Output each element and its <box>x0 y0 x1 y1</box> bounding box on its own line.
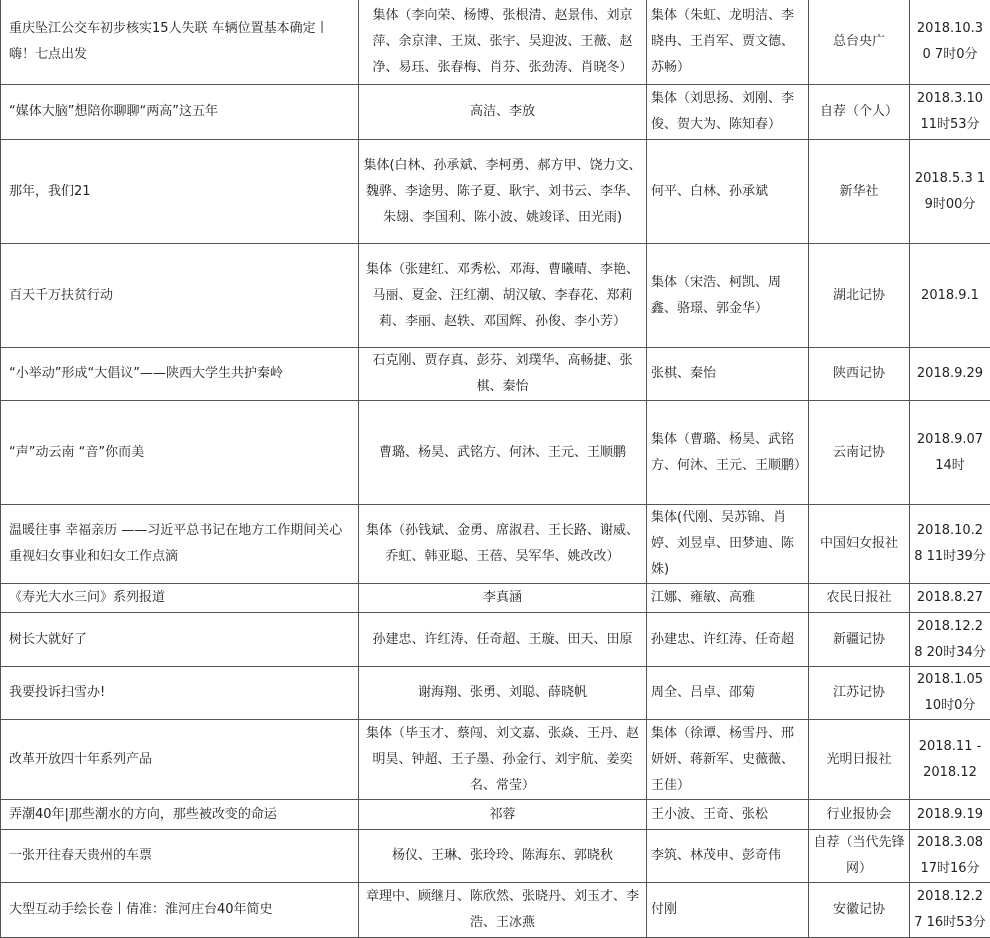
editors-cell: 周全、吕卓、邵菊 <box>647 667 809 720</box>
publish-time-cell: 2018.10.30 7时0分 <box>910 0 990 85</box>
authors-cell: 集体（张建红、邓秀松、邓海、曹曦晴、李艳、马丽、夏金、汪红潮、胡汉敏、李春花、郑莉莉、李丽、赵轶、邓国辉、孙俊、李小芳） <box>359 244 647 348</box>
table-row <box>1 883 990 938</box>
work-title-cell: 那年，我们21 <box>1 140 359 244</box>
editors-cell: 李筑、林茂申、彭奇伟 <box>647 830 809 883</box>
unit-cell: 自荐（个人） <box>809 85 910 140</box>
work-title-cell: 大型互动手绘长卷丨倩准：淮河庄台40年简史 <box>1 883 359 938</box>
publish-time-cell: 2018.11 - 2018.12 <box>910 720 990 800</box>
publish-time-cell: 2018.9.1 <box>910 244 990 348</box>
work-title-cell: 改革开放四十年系列产品 <box>1 720 359 800</box>
editors-cell: 孙建忠、许红涛、任奇超 <box>647 613 809 667</box>
table-row <box>1 348 990 401</box>
editors-cell: 集体（朱虹、龙明洁、李晓冉、王肖军、贾文德、苏畅） <box>647 0 809 85</box>
publish-time-cell: 2018.3.10 11时53分 <box>910 85 990 140</box>
work-title-cell: 重庆坠江公交车初步核实15人失联 车辆位置基本确定丨嗨！七点出发 <box>1 0 359 85</box>
unit-cell: 光明日报社 <box>809 720 910 800</box>
editors-cell: 集体(代刚、吴苏锦、肖婷、刘昱卓、田梦迪、陈姝) <box>647 505 809 584</box>
unit-cell: 农民日报社 <box>809 584 910 613</box>
unit-cell: 陕西记协 <box>809 348 910 401</box>
table-row <box>1 830 990 883</box>
publish-time-cell: 2018.5.3 19时00分 <box>910 140 990 244</box>
authors-cell: 杨仪、王琳、张玲玲、陈海东、郭晓秋 <box>359 830 647 883</box>
editors-cell: 集体（刘思扬、刘刚、李俊、贺大为、陈知春） <box>647 85 809 140</box>
authors-cell: 谢海翔、张勇、刘聪、薛晓帆 <box>359 667 647 720</box>
work-title-cell: 《寿光大水三问》系列报道 <box>1 584 359 613</box>
work-title-cell: 我要投诉扫雪办! <box>1 667 359 720</box>
publish-time-cell: 2018.8.27 <box>910 584 990 613</box>
work-title-cell: “媒体大脑”想陪你聊聊“两高”这五年 <box>1 85 359 140</box>
work-title-cell: 弄潮40年|那些潮水的方向，那些被改变的命运 <box>1 800 359 830</box>
unit-cell: 行业报协会 <box>809 800 910 830</box>
authors-cell: 高洁、李放 <box>359 85 647 140</box>
table-row <box>1 584 990 613</box>
unit-cell: 自荐（当代先锋网） <box>809 830 910 883</box>
unit-cell: 江苏记协 <box>809 667 910 720</box>
publish-time-cell: 2018.12.27 16时53分 <box>910 883 990 938</box>
table-row <box>1 140 990 244</box>
unit-cell: 云南记协 <box>809 401 910 505</box>
unit-cell: 湖北记协 <box>809 244 910 348</box>
editors-cell: 集体（宋浩、柯凯、周鑫、骆璟、郭金华） <box>647 244 809 348</box>
unit-cell: 中国妇女报社 <box>809 505 910 584</box>
table-row <box>1 667 990 720</box>
table-row <box>1 720 990 800</box>
authors-cell: 集体(白林、孙承斌、李柯勇、郝方甲、饶力文、魏骅、李途男、陈子夏、耿宇、刘书云、李华、朱翃、李国利、陈小波、姚竣译、田光雨) <box>359 140 647 244</box>
authors-cell: 集体（孙钱斌、金勇、席淑君、王长路、谢威、乔虹、韩亚聪、王蓓、吴军华、姚改改） <box>359 505 647 584</box>
table-row <box>1 244 990 348</box>
table-row <box>1 0 990 85</box>
authors-cell: 曹璐、杨昊、武铭方、何沐、王元、王顺鹏 <box>359 401 647 505</box>
unit-cell: 总台央广 <box>809 0 910 85</box>
editors-cell: 王小波、王奇、张松 <box>647 800 809 830</box>
unit-cell: 新疆记协 <box>809 613 910 667</box>
work-title-cell: “小举动”形成“大倡议”——陕西大学生共护秦岭 <box>1 348 359 401</box>
table-row <box>1 85 990 140</box>
unit-cell: 新华社 <box>809 140 910 244</box>
work-title-cell: “声”动云南 “音”你而美 <box>1 401 359 505</box>
table-body <box>1 0 990 938</box>
publish-time-cell: 2018.10.28 11时39分 <box>910 505 990 584</box>
authors-cell: 章理中、顾继月、陈欣然、张晓丹、刘玉才、李浩、王冰燕 <box>359 883 647 938</box>
authors-cell: 祁蓉 <box>359 800 647 830</box>
authors-cell: 集体（毕玉才、蔡闯、刘文嘉、张焱、王丹、赵明昊、钟超、王子墨、孙金行、刘宇航、姜奕名、常莹） <box>359 720 647 800</box>
work-title-cell: 百天千万扶贫行动 <box>1 244 359 348</box>
authors-cell: 孙建忠、许红涛、任奇超、王璇、田天、田原 <box>359 613 647 667</box>
editors-cell: 付刚 <box>647 883 809 938</box>
authors-cell: 石克刚、贾存真、彭芬、刘璞华、高畅捷、张棋、秦怡 <box>359 348 647 401</box>
work-title-cell: 一张开往春天贵州的车票 <box>1 830 359 883</box>
work-title-cell: 温暖往事 幸福亲历 ——习近平总书记在地方工作期间关心重视妇女事业和妇女工作点滴 <box>1 505 359 584</box>
table-row <box>1 800 990 830</box>
table-row <box>1 401 990 505</box>
authors-cell: 李真涵 <box>359 584 647 613</box>
publish-time-cell: 2018.12.28 20时34分 <box>910 613 990 667</box>
work-title-cell: 树长大就好了 <box>1 613 359 667</box>
table-row <box>1 613 990 667</box>
unit-cell: 安徽记协 <box>809 883 910 938</box>
editors-cell: 江娜、雍敏、高雅 <box>647 584 809 613</box>
publish-time-cell: 2018.9.19 <box>910 800 990 830</box>
publish-time-cell: 2018.9.07 14时 <box>910 401 990 505</box>
publish-time-cell: 2018.1.05 10时0分 <box>910 667 990 720</box>
editors-cell: 张棋、秦怡 <box>647 348 809 401</box>
table-row <box>1 505 990 584</box>
editors-cell: 集体（徐谭、杨雪丹、邢妍妍、蒋新军、史薇薇、王佳） <box>647 720 809 800</box>
editors-cell: 何平、白林、孙承斌 <box>647 140 809 244</box>
publish-time-cell: 2018.3.08 17时16分 <box>910 830 990 883</box>
authors-cell: 集体（李向荣、杨博、张根清、赵景伟、刘京萍、余京津、王岚、张宇、吴迎波、王薇、赵净、易珏、张春梅、肖芬、张劲涛、肖晓冬） <box>359 0 647 85</box>
editors-cell: 集体（曹璐、杨昊、武铭方、何沐、王元、王顺鹏） <box>647 401 809 505</box>
publish-time-cell: 2018.9.29 <box>910 348 990 401</box>
